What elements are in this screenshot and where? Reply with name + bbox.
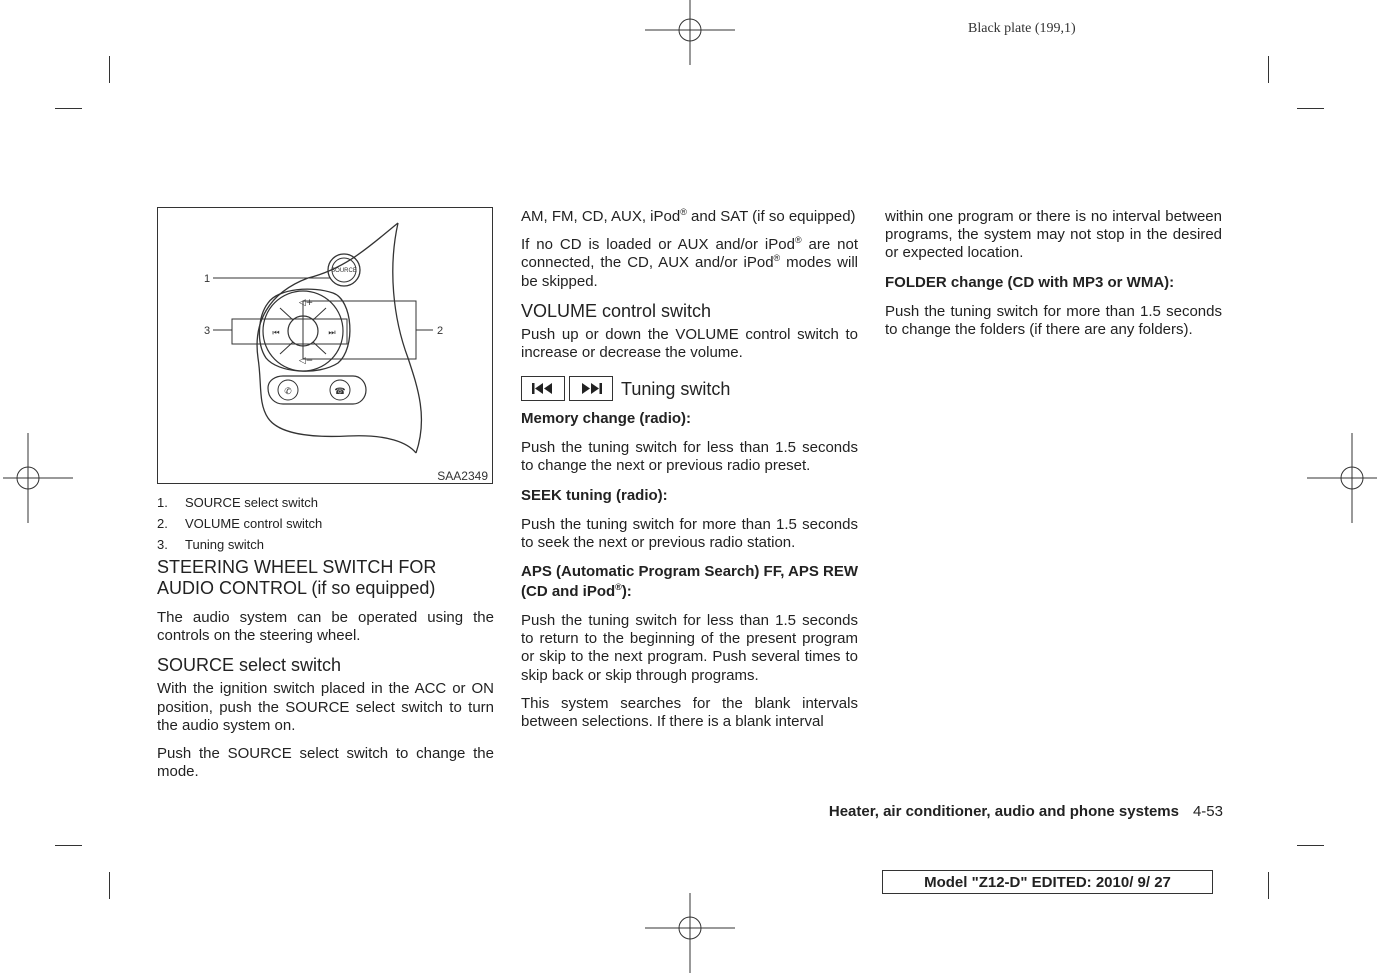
crop-mark — [1268, 872, 1269, 899]
steering-switch-figure — [157, 207, 493, 484]
crop-mark — [1297, 845, 1324, 846]
column-1 — [157, 557, 494, 791]
skip-paragraph: If no CD is loaded or AUX and/or iPod® are not connected, the CD, AUX and/or iPod® modes will be skipped. — [521, 235, 858, 290]
callout-1: 1 — [204, 273, 211, 285]
source-heading: SOURCE select switch — [157, 655, 342, 676]
figure-legend — [157, 492, 322, 555]
seek-back-icon — [521, 376, 565, 401]
crop-mark — [109, 872, 110, 899]
modes-paragraph: AM, FM, CD, AUX, iPod® and SAT (if so equipped) — [521, 207, 856, 225]
steering-switch-illustration — [158, 208, 492, 483]
section-heading: STEERING WHEEL SWITCH FOR AUDIO CONTROL (if so equipped) — [157, 557, 437, 598]
legend-item: 2. VOLUME control switch — [157, 516, 323, 531]
crop-mark — [1297, 108, 1324, 109]
column-2 — [521, 208, 858, 741]
registration-mark-right — [1307, 433, 1381, 523]
plate-label: Black plate (199,1) — [968, 21, 1076, 36]
model-edited-box: Model "Z12-D" EDITED: 2010/ 9/ 27 — [882, 870, 1213, 894]
volume-heading: VOLUME control switch — [521, 300, 712, 321]
aps-heading: APS (Automatic Program Search) FF, APS REW (CD and iPod®): — [521, 563, 859, 601]
folder-paragraph: Push the tuning switch for more than 1.5 seconds to change the folders (if there are any folders). — [885, 302, 1222, 338]
column-3 — [885, 208, 1222, 349]
seek-forward-icon — [569, 376, 613, 401]
source-paragraph-2: Push the SOURCE select switch to change the mode. — [157, 745, 494, 781]
tuning-heading: Tuning switch — [621, 378, 731, 399]
page-footer — [829, 803, 1223, 820]
legend-item: 3. Tuning switch — [157, 537, 264, 552]
seek-back-icon: ⏮ — [272, 328, 280, 337]
crop-mark — [1268, 56, 1269, 83]
phone-hangup-icon: ☎ — [334, 387, 346, 397]
volume-up-icon: ◁+ — [298, 298, 314, 308]
figure-code: SAA2349 — [437, 469, 488, 483]
page-number: 4-53 — [1192, 803, 1223, 820]
registration-mark-left — [0, 433, 73, 523]
legend-item: 1. SOURCE select switch — [157, 495, 318, 510]
callout-2: 2 — [437, 325, 444, 337]
section-name: Heater, air conditioner, audio and phone systems — [828, 803, 1179, 820]
folder-heading: FOLDER change (CD with MP3 or WMA): — [885, 273, 1175, 291]
registration-mark-top — [645, 0, 735, 75]
seek-paragraph: Push the tuning switch for more than 1.5 seconds to seek the next or previous radio station. — [521, 515, 858, 551]
crop-mark — [55, 845, 82, 846]
tuning-heading-row — [521, 376, 858, 401]
callout-3: 3 — [204, 325, 211, 337]
volume-down-icon: ◁− — [298, 356, 314, 366]
source-button-label: SOURCE — [331, 268, 357, 274]
seek-heading: SEEK tuning (radio): — [521, 486, 668, 504]
seek-forward-icon: ⏭ — [328, 328, 336, 337]
blank-interval-paragraph: This system searches for the blank intervals between selections. If there is a blank interval — [521, 694, 858, 731]
crop-mark — [109, 56, 110, 83]
phone-answer-icon: ✆ — [284, 387, 292, 397]
memory-paragraph: Push the tuning switch for less than 1.5 seconds to change the next or previous radio preset. — [521, 439, 858, 475]
source-paragraph-1: With the ignition switch placed in the ACC or ON position, push the SOURCE select switch to turn the audio system on. — [157, 680, 494, 734]
aps-paragraph: Push the tuning switch for less than 1.5 seconds to return to the beginning of the present program or skip to the next program. Push several times to skip back or skip through programs. — [521, 612, 858, 684]
continued-paragraph: within one program or there is no interval between programs, the system may not stop in the desired or expected location. — [885, 208, 1222, 262]
intro-paragraph: The audio system can be operated using the controls on the steering wheel. — [157, 609, 494, 645]
crop-mark — [55, 108, 82, 109]
memory-heading: Memory change (radio): — [521, 410, 692, 428]
volume-paragraph: Push up or down the VOLUME control switch to increase or decrease the volume. — [521, 325, 858, 362]
registration-mark-bottom — [645, 883, 735, 973]
